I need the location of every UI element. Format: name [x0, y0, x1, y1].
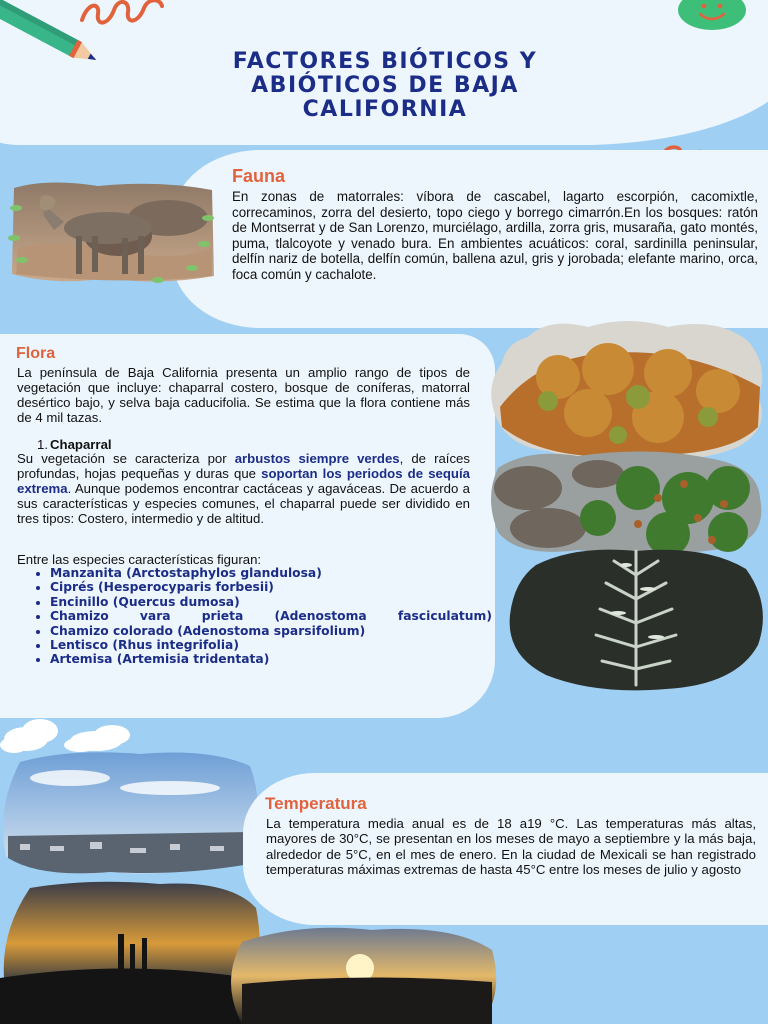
page-title: FACTORES BIÓTICOS Y ABIÓTICOS DE BAJA CALIFORNIA [232, 49, 538, 122]
sunset-photo [222, 922, 502, 1024]
chaparral-text-3: . Aunque podemos encontrar cactáceas y agaváceas. De acuerdo a sus características y especies comunes, el chaparral puede ser dividido en tres tipos: Costero, intermedio y de altitud. [17, 481, 470, 526]
city-photo [0, 748, 262, 878]
list-item: • Chamizo vara prieta (Adenostoma fasciculatum) [50, 609, 492, 623]
list-item: • Encinillo (Quercus dumosa) [50, 595, 492, 609]
chaparral-title: Chaparral [50, 437, 112, 452]
species-list [28, 566, 492, 667]
bighorn-sheep-photo [8, 178, 218, 286]
list-item: • Manzanita (Arctostaphylos glandulosa) [50, 566, 492, 580]
chaparral-bold-1: arbustos siempre verdes [234, 451, 400, 466]
sagebrush-photo [506, 545, 768, 693]
species-intro: Entre las especies características figuran: [17, 552, 262, 567]
list-item: • Ciprés (Hesperocyparis forbesii) [50, 580, 492, 594]
chaparral-description [17, 451, 470, 526]
squiggle-icon [78, 0, 168, 32]
list-item: • Chamizo colorado (Adenostoma sparsifolium) [50, 624, 492, 638]
list-item: • Artemisa (Artemisia tridentata) [50, 652, 492, 666]
flora-heading: Flora [16, 345, 56, 362]
flora-intro-text: La península de Baja California presenta un amplio rango de tipos de vegetación que incluye: chaparral costero, bosque de coníferas, matorral desértico bajo, y selva baja caducifolia. Se estima que la flora contiene más de 4 mil tazas. [17, 365, 470, 425]
chaparral-bold-2: soportan los periodos de sequía extrema [17, 466, 470, 496]
chaparral-text-1: Su vegetación se caracteriza por [17, 451, 235, 466]
smiley-icon [676, 0, 748, 32]
list-number: 1. [37, 437, 48, 452]
shrub-photo [488, 317, 768, 463]
fauna-heading: Fauna [232, 166, 286, 186]
chaparral-text-2: , de raíces profundas, hojas pequeñas y duras que [17, 451, 470, 481]
fauna-text: En zonas de matorrales: víbora de cascabel, lagarto escorpión, cacomixtle, correcaminos, zorra del desierto, topo ciego y borrego cimarrón.En los bosques: ratón de Montserrat y de San Lorenzo, murciélago, ardilla, zorra gris, musaraña, gato montés, puma, tlalcoyote y venado bura. En ambientes acuáticos: coral, sardinilla peninsular, delfín nariz de botella, delfín común, ballena azul, gris y jorobada; elefante marino, orca, foca común y cachalote. [232, 189, 758, 282]
list-item: • Lentisco (Rhus integrifolia) [50, 638, 492, 652]
temperature-heading: Temperatura [265, 794, 367, 813]
temperature-text: La temperatura media anual es de 18 a19 °C. Las temperaturas más altas, mayores de 30°C, se presentan en los meses de mayo a septiembre y la más baja, alrededor de 5°C, en el mes de enero. En la ciudad de Mexicali se han registrado temperaturas máximas extremas de hasta 45°C entre los meses de julio y agosto [266, 816, 756, 877]
cypress-photo [488, 448, 768, 556]
